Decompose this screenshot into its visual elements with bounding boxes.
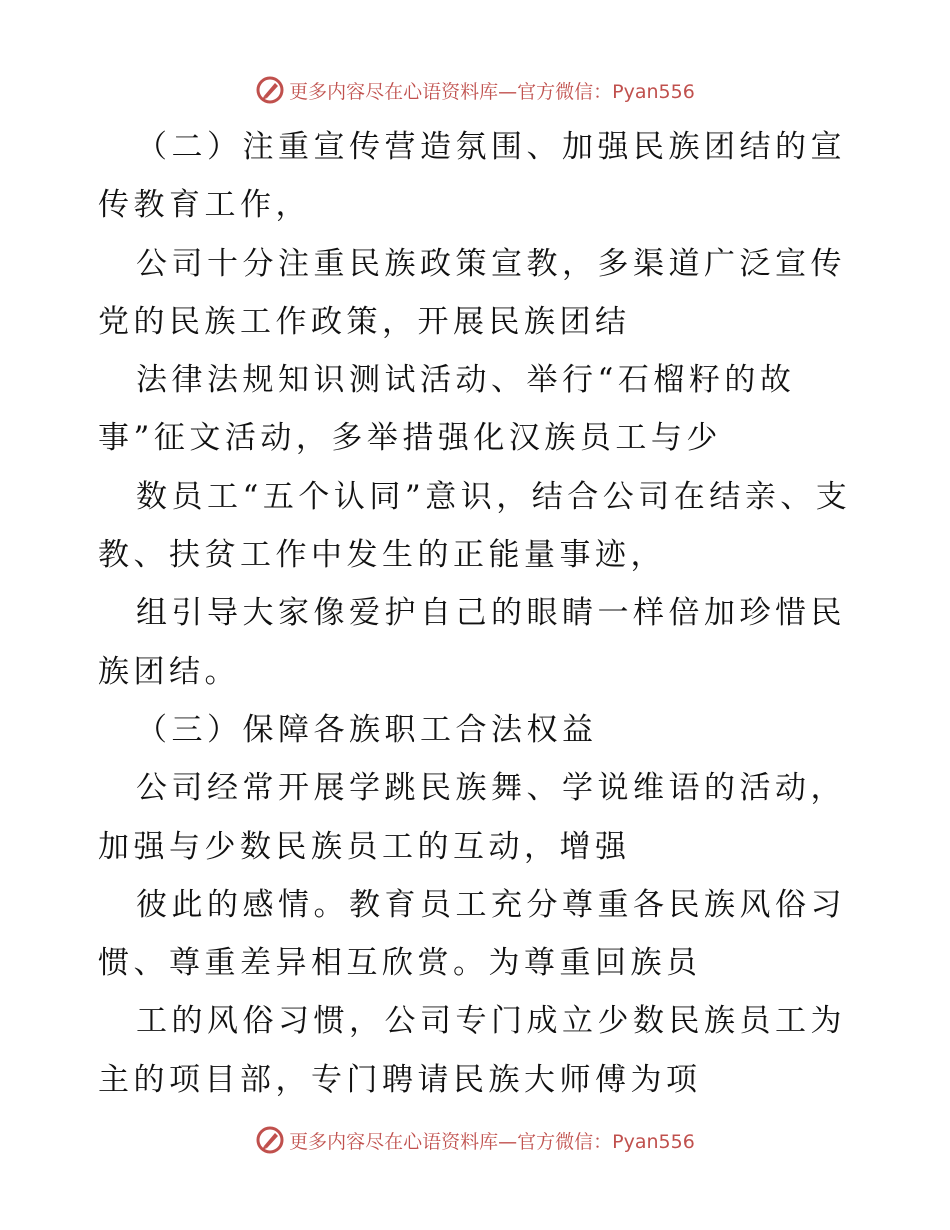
paragraph: 法律法规知识测试活动、举行“石榴籽的故事”征文活动，多举措强化汉族员工与少: [98, 362, 796, 457]
document-body: [98, 118, 858, 1109]
header-banner: [0, 70, 950, 110]
paragraph: 数员工“五个认同”意识，结合公司在结亲、支教、扶贫工作中发生的正能量事迹，: [98, 478, 852, 574]
paragraph: 组引导大家像爱护自己的眼睛一样倍加珍惜民族团结。: [98, 595, 846, 690]
paragraph: 公司十分注重民族政策宣教，多渠道广泛宣传党的民族工作政策，开展民族团结: [98, 245, 846, 340]
pen-logo-icon: [255, 1125, 285, 1155]
section-heading-3: （三）保障各族职工合法权益: [136, 711, 598, 748]
footer-banner: [0, 1120, 950, 1160]
paragraph: 工的风俗习惯，公司专门成立少数民族员工为主的项目部，专门聘请民族大师傅为项: [98, 1003, 846, 1098]
paragraph: 彼此的感情。教育员工充分尊重各民族风俗习惯、尊重差异相互欣赏。为尊重回族员: [98, 886, 846, 982]
header-banner-text: 更多内容尽在心语资料库—官方微信：Pyan556: [289, 80, 695, 103]
paragraph: 公司经常开展学跳民族舞、学说维语的活动，加强与少数民族员工的互动，增强: [98, 770, 846, 865]
footer-banner-text: 更多内容尽在心语资料库—官方微信：Pyan556: [289, 1130, 695, 1153]
section-heading-2: （二）注重宣传营造氛围、加强民族团结的宣传教育工作，: [98, 129, 846, 224]
pen-logo-icon: [255, 75, 285, 105]
